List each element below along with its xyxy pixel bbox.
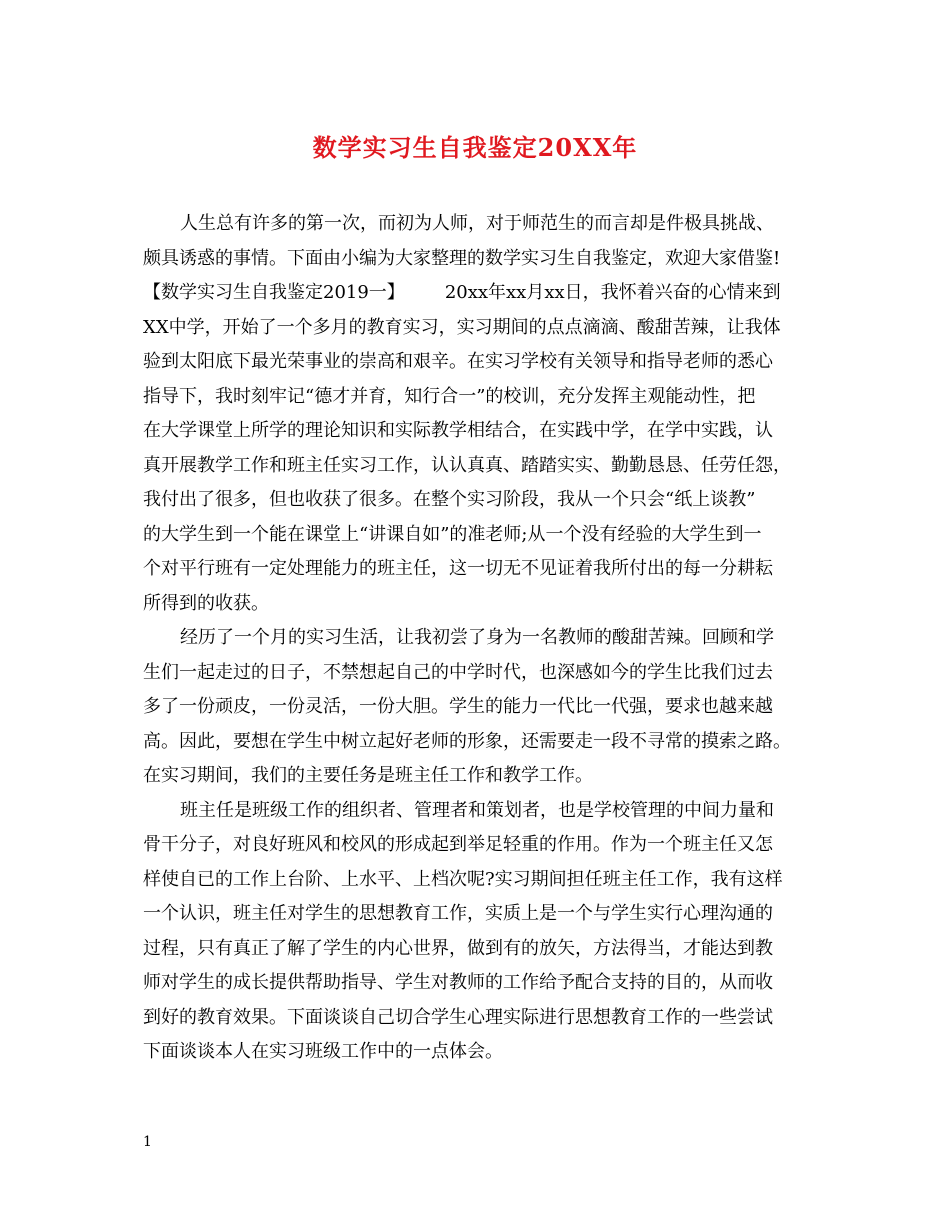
text-line: 所得到的收获。 — [143, 592, 269, 614]
document-body — [143, 207, 815, 1070]
text-line: 过程，只有真正了解了学生的内心世界，做到有的放矢，方法得当，才能达到教 — [143, 937, 773, 959]
page-title: 数学实习生自我鉴定20XX年 — [312, 133, 638, 162]
text-line: 真开展教学工作和班主任实习工作，认认真真、踏踏实实、勤勤恳恳、任劳任怨， — [143, 454, 791, 476]
text-line — [143, 276, 815, 311]
text-line: 骨干分子，对良好班风和校风的形成起到举足轻重的作用。作为一个班主任又怎 — [143, 834, 773, 855]
text-line: 到好的教育效果。下面谈谈自己切合学生心理实际进行思想教育工作的一些尝试 — [143, 1006, 773, 1028]
text-line: 师对学生的成长提供帮助指导、学生对教师的工作给予配合支持的目的，从而收 — [143, 972, 773, 993]
text-line: 的大学生到一个能在课堂上“讲课自如”的准老师;从一个没有经验的大学生到一 — [143, 523, 762, 545]
text-line: 人生总有许多的第一次，而初为人师，对于师范生的而言却是件极具挑战、 — [180, 213, 774, 234]
text-line: 个对平行班有一定处理能力的班主任，这一切无不见证着我所付出的每一分耕耘 — [143, 558, 773, 579]
text-line-segment: 20xx年xx月xx日，我怀着兴奋的心情来到 — [444, 282, 781, 303]
page-number: 1 — [143, 1134, 152, 1150]
text-line: XX中学，开始了一个多月的教育实习，实习期间的点点滴滴、酸甜苦辣，让我体 — [143, 316, 781, 338]
text-line: 高。因此，要想在学生中树立起好老师的形象，还需要走一段不寻常的摸索之路。 — [143, 730, 791, 752]
text-line: 多了一份顽皮，一份灵活，一份大胆。学生的能力一代比一代强，要求也越来越 — [143, 696, 773, 717]
text-line: 我付出了很多，但也收获了很多。在整个实习阶段，我从一个只会“纸上谈教” — [143, 489, 756, 510]
text-line: 经历了一个月的实习生活，让我初尝了身为一名教师的酸甜苦辣。回顾和学 — [180, 627, 774, 648]
text-line: 班主任是班级工作的组织者、管理者和策划者，也是学校管理的中间力量和 — [180, 799, 774, 821]
text-line: 颇具诱惑的事情。下面由小编为大家整理的数学实习生自我鉴定，欢迎大家借鉴! — [143, 247, 781, 269]
text-line: 下面谈谈本人在实习班级工作中的一点体会。 — [143, 1041, 503, 1062]
text-line: 样使自已的工作上台阶、上水平、上档次呢?实习期间担任班主任工作，我有这样 — [143, 868, 783, 890]
section-heading: 【数学实习生自我鉴定2019一】 — [143, 282, 405, 303]
text-line: 验到太阳底下最光荣事业的崇高和艰辛。在实习学校有关领导和指导老师的悉心 — [143, 351, 773, 372]
text-line: 在大学课堂上所学的理论知识和实际教学相结合，在实践中学，在学中实践，认 — [143, 420, 773, 441]
text-line: 一个认识，班主任对学生的思想教育工作，实质上是一个与学生实行心理沟通的 — [143, 903, 773, 924]
text-line: 在实习期间，我们的主要任务是班主任工作和教学工作。 — [143, 765, 593, 786]
text-line: 指导下，我时刻牢记“德才并育，知行合一”的校训，充分发挥主观能动性，把 — [143, 385, 756, 407]
text-line: 生们一起走过的日子，不禁想起自己的中学时代，也深感如今的学生比我们过去 — [143, 661, 773, 683]
